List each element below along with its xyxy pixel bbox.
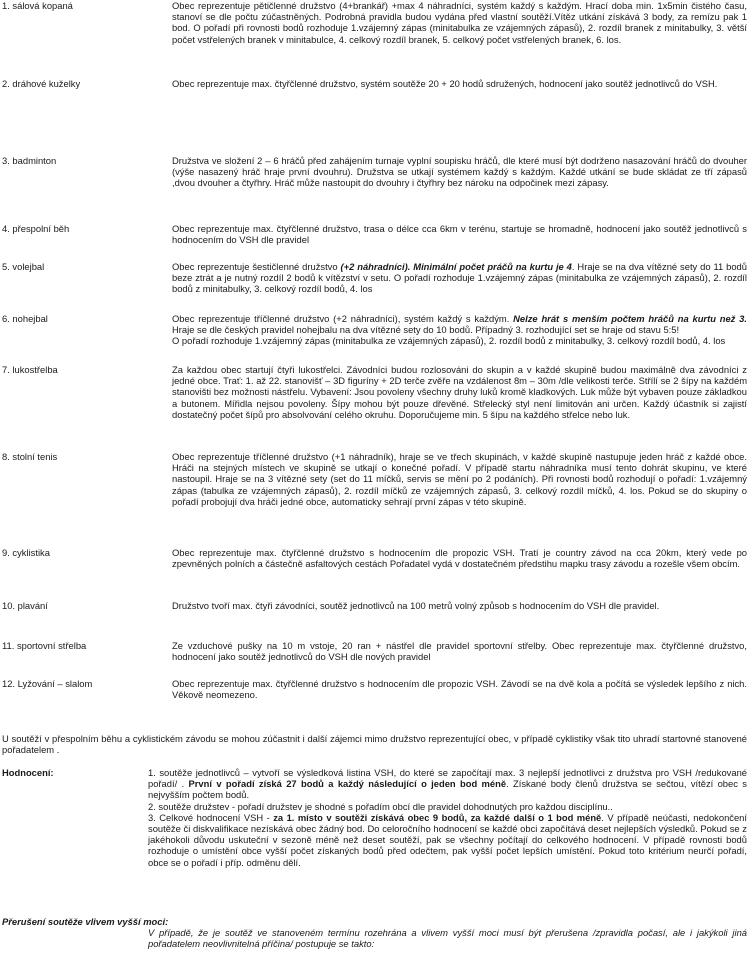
desc-emphasis: Nelze hrát s menším počtem hráčů na kurtu než 3. [513,313,747,324]
sport-description [172,313,747,347]
desc-text: Obec reprezentuje tříčlenné družstvo (+2 náhradníci), systém každý s každým. [172,313,514,324]
desc-paragraph: O pořadí rozhoduje 1.vzájemný zápas (minitabulka ze vzájemných zápasů), 2. rozdíl bodů z minitabulky, 3. celkový rozdíl bodů, 4. los [172,335,726,347]
desc-text: . Hraje se na dva vítězné sety do 11 bodů beze ztrát a je nutný rozdíl 2 bodů k vítězství v setu. O pořadí rozhoduje 1.vzájemný zápas (minitabulka ze vzájemných zápasů), 2. rozdíl bodů z minitabulky, 3. celkový rozdíl bodů, 4. los [172,261,747,295]
desc-text: Obec reprezentuje šestičlenné družstvo [172,261,341,272]
desc-text: Hraje se dle českých pravidel nohejbalu na dva vítězné sety do 10 bodů. Případný 3. rozhodující set se hraje od stavu 5:5! [172,324,680,336]
interruption-text: V případě, že je soutěž ve stanoveném termínu rozehrána a vlivem vyšší moci musí být přerušena /zpravidla počasí, ale i jakýkoli jiná pořadatelem neovlivnitelná příčina/ postupuje se takto: [148,927,747,950]
sport-description: Obec reprezentuje max. čtyřčlenné družstvo s hodnocením dle propozic VSH. Tratí je country závod na cca 20km, který vede po zpevněných polních a částečně asfaltových cestách Pořadatel vydá v dostatečném předstihu mapku trasy závodu a rozešle všem obcím. [172,547,747,570]
evaluation-body [148,767,747,868]
sport-description: Obec reprezentuje pětičlenné družstvo (4+brankář) +max 4 náhradníci, systém každý s každým. Hrací doba min. 1x5min čistého času, stanoví se dle počtu zúčastněných. Podrobná pravidla budou vydána před vlastní soutěží.Vítěz utkání získává 3 body, za remízu pak 1 bod. O pořadí při rovnosti bodů rozhoduje 1.vzájemný zápas (minitabulka ze vzájemných zápasů), 2. rozdíl branek z minitabulky, 3. větší počet vstřelených branek v minitabulce, 4. celkový rozdíl branek, 5. celkový počet vstřelených branek, 6. los. [172,0,747,45]
sport-name: 5. volejbal [2,261,45,272]
sport-description: Ze vzduchové pušky na 10 m vstoje, 20 ran + nástřel dle pravidel sportovní střelby. Obec reprezentuje max. čtyřčlenné družstvo, hodnocení jako soutěž jednotlivců do VSH dle nových pravidel [172,640,747,663]
evaluation-paragraph [148,767,747,801]
sport-description: Obec reprezentuje max. čtyřčlenné družstvo s hodnocením dle propozic VSH. Závodí se na dvě kola a počítá se výsledek lepšího z nich. Věkově neomezeno. [172,678,747,701]
evaluation-paragraph [148,812,747,868]
participation-note: U soutěží v přespolním běhu a cyklistickém závodu se mohou zúčastnit i další zájemci mimo družstvo reprezentující obec, v případě cyklistiky však tito uhradí startovné stanovené pořadatelem . [2,733,747,756]
evaluation-paragraph: 2. soutěže družstev - pořadí družstev je shodné s pořadím obcí dle pravidel dohodnutých pro každou disciplínu.. [148,800,613,812]
sport-description: Obec reprezentuje max. čtyřčlenné družstvo, systém soutěže 20 + 20 hodů sdružených, hodnocení jako soutěž jednotlivců do VSH. [172,78,718,89]
sport-name: 6. nohejbal [2,313,48,324]
eval-text: . V případě neúčasti, nedokončení soutěže či diskvalifikace nezískává obec žádný bod. Do celoročního hodnocení se každé obci započítává deset nejlepších výsledků. Pokud se z jakéhokoli důvodu uskuteční v sezoně méně než deset soutěží, pak se všechny počítají do celkového hodnocení. V případě rovnosti bodů rozhoduje o umístění obce vyšší počet získaných bodů před odečtem, pak vyšší počet lepších umístění. Pokud toto kritérium neurčí pořadí, obce se o pořadí i příp. odměnu dělí. [148,811,748,868]
interruption-heading: Přerušení soutěže vlivem vyšší moci: [2,916,169,927]
eval-text: 1. soutěže jednotlivců – vytvoří se výsledková listina VSH, do které se započítají max. 3 nejlepší jednotlivci z družstva pro VSH /redukované pořadí/ . [148,767,747,790]
sport-description: Obec reprezentuje tříčlenné družstvo (+1 náhradník), hraje se ve třech skupinách, v každé skupině nastupuje jeden hráč z každé obce. Hráči na stejných místech ve skupině se utkají o konečné pořadí. V případě startu náhradníka musí tento dohrát skupinu, ve které nastoupil. Hraje se na 3 vítězné sety (set do 11 míčků, servis se mění po 2 podáních). Při rovnosti bodů rozhodují o pořadí: 1.vzájemný zápas (tabulka ze vzájemných zápasů), 2. rozdíl míčků ze vzájemných zápasů, 3. celkový rozdíl míčků, 4. los. Pokud se do skupiny o pořadí probojují dva hráči jedné obce, automaticky sehrají první zápas v této skupině. [172,451,747,507]
sport-name: 4. přespolní běh [2,223,70,234]
sport-name: 2. dráhové kuželky [2,78,81,89]
eval-emphasis: za 1. místo v soutěži získává obec 9 bodů, za každé další o 1 bod méně [273,811,602,823]
sport-description: Za každou obec startují čtyři lukostřelci. Závodníci budou rozlosováni do skupin a v každé skupině budou maximálně dva závodníci z jedné obce. Trať: 1. až 22. stanovišť – 3D figuríny + 2D terče zvěře na vzdálenost 8m – 30m /dle velikosti terče. Střílí se 2 šípy na každém stanovišti bez možnosti nástřelu. Vybavení: Jsou povoleny všechny druhy luků kromě kladkových. Luk může být vybaven pouze základkou a butonem. Mířidla nejsou povoleny. Šípy mohou být pouze dřevěné. Střelecký styl není limitován ani určen. Každý účastník si zajistí dostatečný počet šípů pro absolvování celého okruhu. Doporučujeme min. 5 šípu na každého střelce nebo luk. [172,364,747,420]
evaluation-heading: Hodnocení: [2,767,54,778]
sport-name: 11. sportovní střelba [2,640,87,651]
sport-name: 1. sálová kopaná [2,0,73,11]
sport-name: 9. cyklistika [2,547,50,558]
sport-name: 12. Lyžování – slalom [2,678,93,689]
sport-name: 10. plavání [2,600,48,611]
desc-emphasis: (+2 náhradníci). Minimální počet práčů na kurtu je 4 [340,261,572,272]
sport-name: 8. stolní tenis [2,451,58,462]
sport-description: Družstva ve složení 2 – 6 hráčů před zahájením turnaje vyplní soupisku hráčů, dle které musí být dodrženo nasazování hráčů do dvouher (výše nasazený hráč hraje první dvouhru). Družstva se utkají systémem každý s každým. Každé utkání se bude skládat ze tří zápasů ,dvou dvouher a čtyřhry. Hráč může nastoupit do dvouhry i čtyřhry bez nároku na odpočinek mezi zápasy. [172,155,747,189]
eval-text: 3. Celkové hodnocení VSH - [148,811,274,823]
sport-description: Družstvo tvoří max. čtyři závodníci, soutěž jednotlivců na 100 metrů volný způsob s hodnocením do VSH dle pravidel. [172,600,660,611]
eval-text: . Získané body členů družstva se sečtou, vítězí obec s nejvyšším počtem bodů. [148,778,747,801]
sport-description: Obec reprezentuje max. čtyřčlenné družstvo, trasa o délce cca 6km v terénu, startuje se hromadně, hodnocení jako soutěž jednotlivců s hodnocením do VSH dle pravidel [172,223,747,246]
desc-paragraph [172,313,747,335]
sport-name: 7. lukostřelba [2,364,58,375]
eval-emphasis: První v pořadí získá 27 bodů a každý následující o jeden bod méně [188,778,507,790]
sport-name: 3. badminton [2,155,57,166]
sport-description [172,261,747,295]
